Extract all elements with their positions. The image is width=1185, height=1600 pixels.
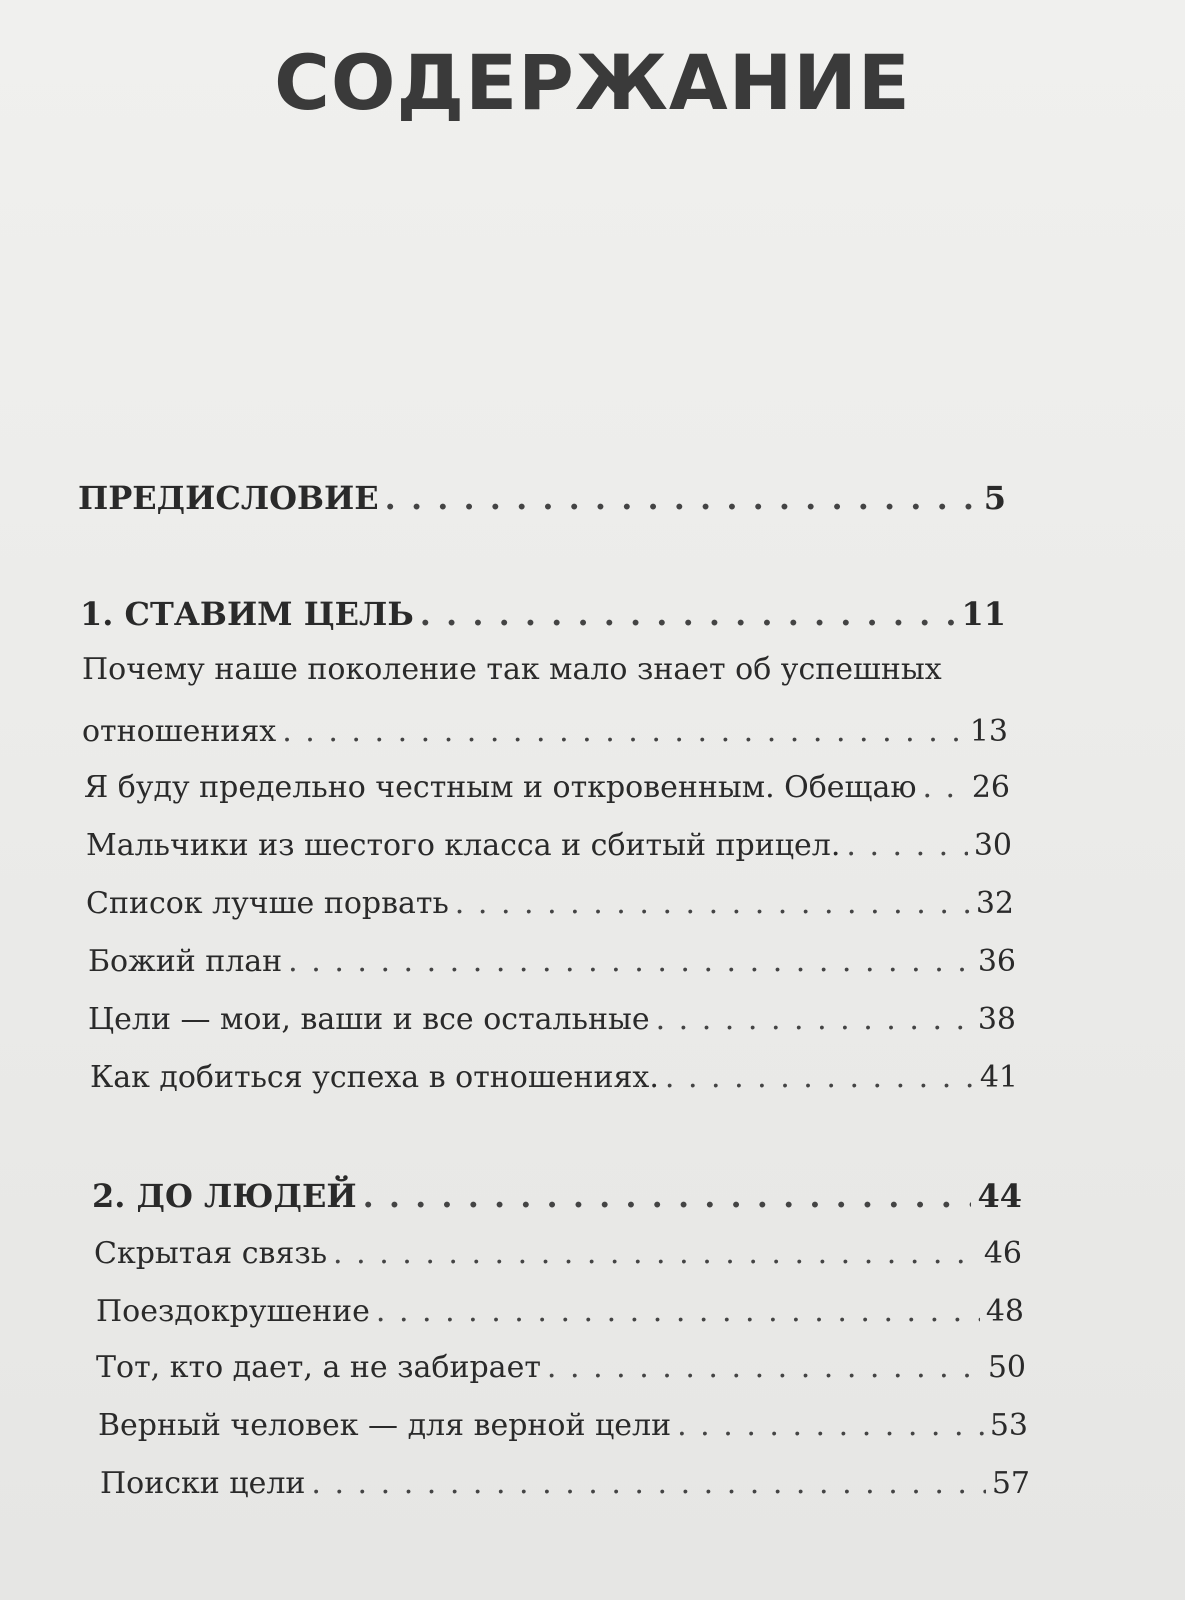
- toc-entry-label: Список лучше порвать: [86, 886, 449, 921]
- toc-entry-label: Тот, кто дает, а не забирает: [96, 1350, 541, 1385]
- dot-leader: [922, 768, 965, 808]
- toc-entry-page: 13: [969, 714, 1008, 749]
- toc-entry-label: Скрытая связь: [94, 1236, 328, 1271]
- toc-entry-label: Поиски цели: [100, 1466, 306, 1501]
- toc-entry-section[interactable]: [94, 1234, 1022, 1274]
- dot-leader: [665, 1058, 974, 1098]
- toc-entry-section[interactable]: [100, 1464, 1030, 1504]
- toc-entry-section[interactable]: [90, 1058, 1018, 1098]
- toc-entry-label: Как добиться успеха в отношениях.: [90, 1060, 659, 1095]
- toc-entry-page: 50: [987, 1350, 1026, 1385]
- toc-entry-section[interactable]: [88, 1000, 1016, 1040]
- toc-entry-page: 41: [979, 1060, 1018, 1095]
- dot-leader: [677, 1406, 984, 1446]
- toc-entry-section[interactable]: [86, 826, 1012, 866]
- toc-entry-section[interactable]: [82, 712, 1008, 752]
- toc-entry-page: 53: [989, 1408, 1028, 1443]
- toc-entry-chapter-2[interactable]: [92, 1176, 1022, 1216]
- toc-entry-page: 38: [977, 1002, 1016, 1037]
- toc-entry-label: 1. СТАВИМ ЦЕЛЬ: [80, 595, 414, 633]
- dot-leader: [376, 1292, 980, 1332]
- dot-leader: [311, 1464, 985, 1504]
- toc-entry-page: 44: [977, 1177, 1022, 1215]
- toc-entry-page: 48: [985, 1294, 1024, 1329]
- toc-entry-label-line1[interactable]: Почему наше поколение так мало знает об успешных: [82, 652, 942, 687]
- toc-entry-page: 5: [983, 479, 1006, 517]
- toc-entry-page: 11: [961, 595, 1006, 633]
- toc-entry-label: отношениях: [82, 714, 277, 749]
- dot-leader: [846, 826, 967, 866]
- toc-entry-page: 57: [991, 1466, 1030, 1501]
- dot-leader: [282, 712, 964, 752]
- toc-entry-label: 2. ДО ЛЮДЕЙ: [92, 1177, 357, 1215]
- toc-entry-label: ПРЕДИСЛОВИЕ: [78, 479, 379, 517]
- toc-entry-label: Божий план: [88, 944, 283, 979]
- page-title: СОДЕРЖАНИЕ: [274, 38, 911, 127]
- toc-entry-label: Верный человек — для верной цели: [98, 1408, 672, 1443]
- toc-entry-section[interactable]: [98, 1406, 1028, 1446]
- dot-leader: [288, 942, 972, 982]
- toc-entry-page: 46: [983, 1236, 1022, 1271]
- toc-entry-section[interactable]: [96, 1348, 1026, 1388]
- toc-entry-section[interactable]: [88, 942, 1016, 982]
- toc-entry-preface[interactable]: [78, 478, 1006, 518]
- toc-entry-section[interactable]: [96, 1292, 1024, 1332]
- toc-entry-section[interactable]: [86, 884, 1014, 924]
- toc-entry-chapter-1[interactable]: [80, 594, 1006, 634]
- dot-leader: [420, 594, 956, 634]
- dot-leader: [656, 1000, 972, 1040]
- toc-entry-label: Поездокрушение: [96, 1294, 370, 1329]
- dot-leader: [333, 1234, 978, 1274]
- dot-leader: [455, 884, 970, 924]
- toc-entry-section[interactable]: [84, 768, 1010, 808]
- toc-entry-page: 26: [971, 770, 1010, 805]
- toc-entry-page: 30: [973, 828, 1012, 863]
- toc-entry-page: 32: [975, 886, 1014, 921]
- toc-entry-label: Цели — мои, ваши и все остальные: [88, 1002, 650, 1037]
- dot-leader: [363, 1176, 972, 1216]
- toc-entry-label: Я буду предельно честным и откровенным. Обещаю: [84, 770, 917, 805]
- toc-entry-label: Мальчики из шестого класса и сбитый прицел.: [86, 828, 841, 863]
- toc-entry-page: 36: [977, 944, 1016, 979]
- dot-leader: [385, 478, 978, 518]
- dot-leader: [547, 1348, 982, 1388]
